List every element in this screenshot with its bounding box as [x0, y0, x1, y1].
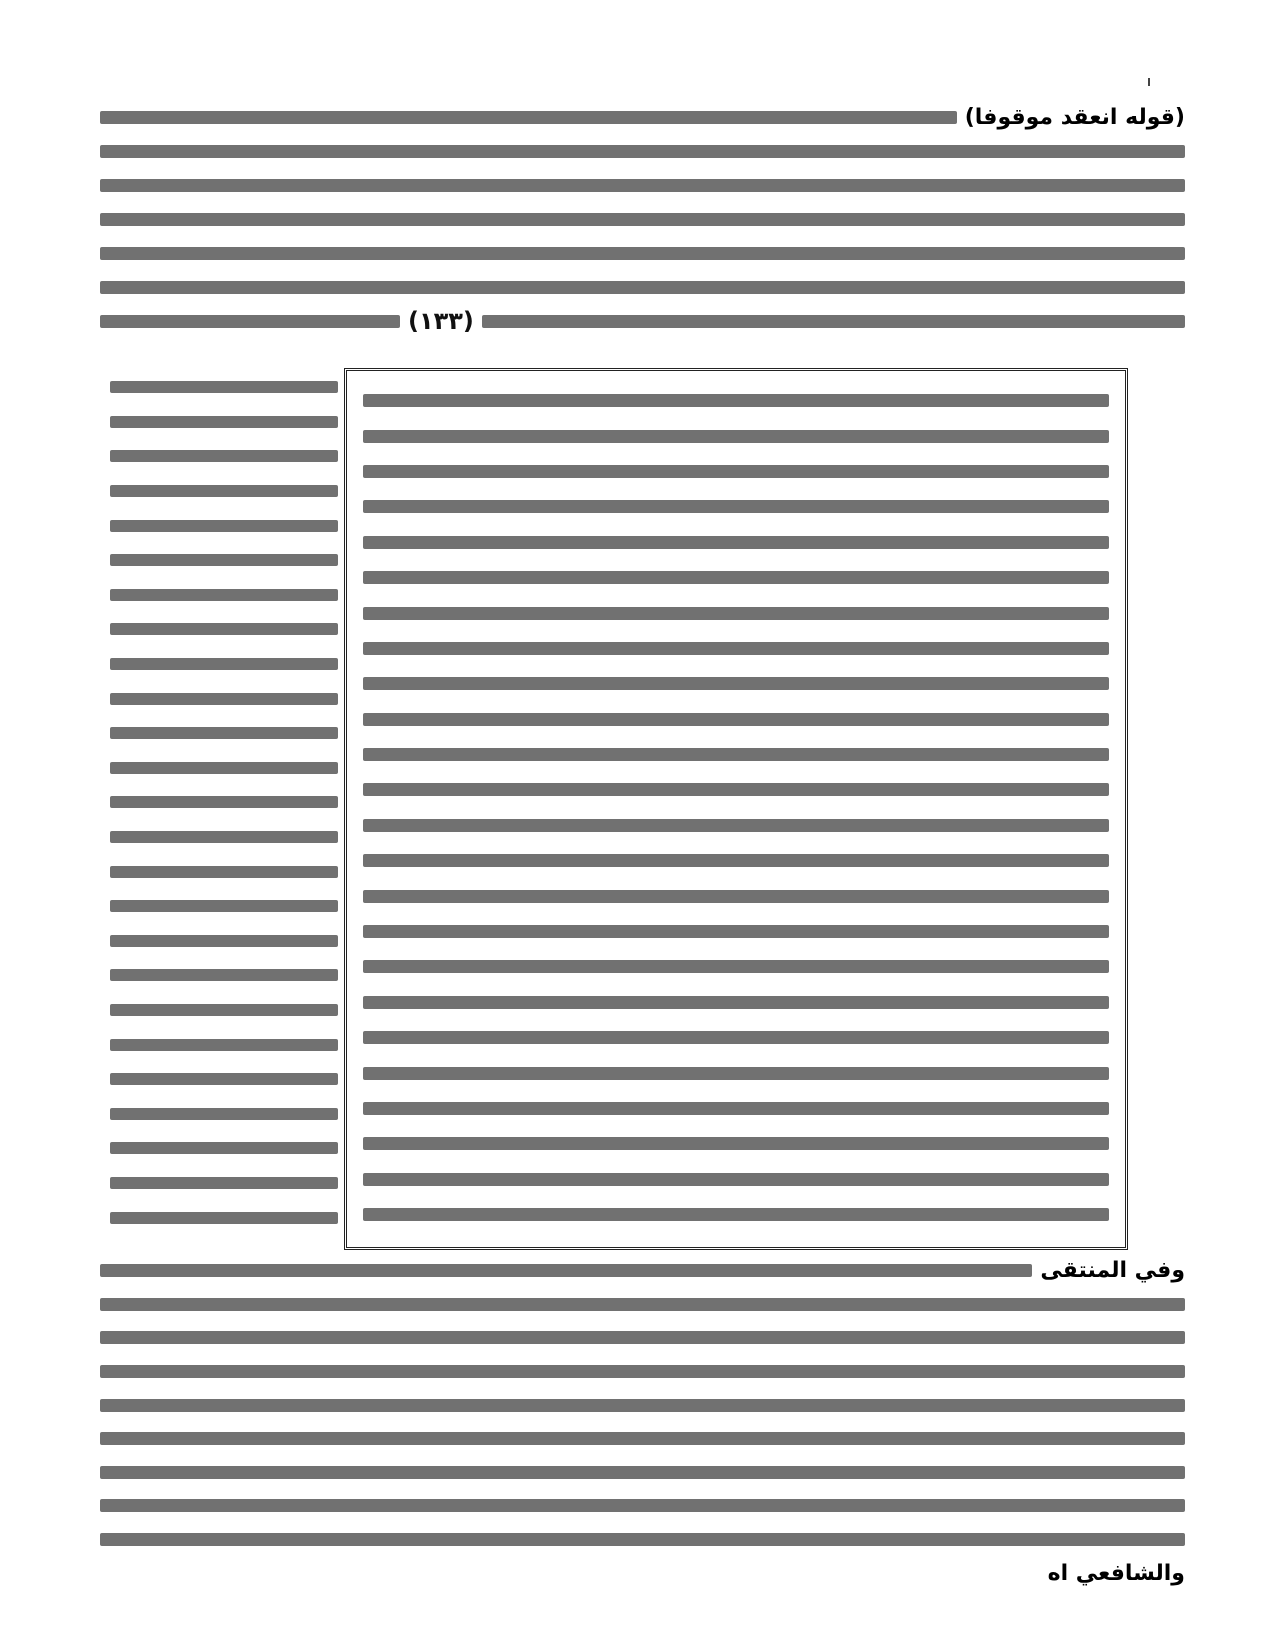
- text-line-bar: [363, 960, 1109, 973]
- boxed-line: [363, 1055, 1109, 1090]
- side-line: [110, 612, 338, 647]
- boxed-line: [363, 702, 1109, 737]
- text-line-bar: [363, 642, 1109, 655]
- text-line-bar: [110, 762, 338, 774]
- top-lead-phrase: (قوله انعقد موقوفا): [964, 104, 1185, 130]
- side-line: [110, 405, 338, 440]
- side-line: [110, 578, 338, 613]
- text-line-bar: [363, 536, 1109, 549]
- text-line-bar: [363, 925, 1109, 938]
- boxed-line: [363, 878, 1109, 913]
- text-line-bar: [363, 1102, 1109, 1115]
- text-line-bar: [110, 589, 338, 601]
- text-line-bar: [363, 571, 1109, 584]
- side-line: [110, 993, 338, 1028]
- text-line-bar: [363, 890, 1109, 903]
- boxed-line: [363, 1020, 1109, 1055]
- text-line-bar: [100, 145, 1185, 158]
- side-line: [110, 716, 338, 751]
- text-line-bar: [110, 1142, 338, 1154]
- bottom-line: [100, 1456, 1185, 1490]
- text-line-bar: [110, 1177, 338, 1189]
- bottom-line: [100, 1422, 1185, 1456]
- text-line-bar: [110, 831, 338, 843]
- top-line: [100, 236, 1185, 270]
- boxed-line: [363, 914, 1109, 949]
- bottom-commentary-block: [100, 1254, 1185, 1590]
- bottom-lead-phrase: وفي المنتقى: [1040, 1258, 1185, 1284]
- text-line-bar: [100, 1466, 1185, 1479]
- text-line-bar: [363, 1137, 1109, 1150]
- top-line: [100, 270, 1185, 304]
- text-line-bar: [100, 1432, 1185, 1445]
- text-line-bar: [363, 430, 1109, 443]
- boxed-line: [363, 772, 1109, 807]
- bottom-line: [100, 1355, 1185, 1389]
- text-line-bar: [363, 465, 1109, 478]
- text-line-bar: [110, 1073, 338, 1085]
- boxed-line: [363, 525, 1109, 560]
- text-line-bar: [363, 713, 1109, 726]
- bottom-line: [100, 1489, 1185, 1523]
- side-line: [110, 751, 338, 786]
- text-line-bar: [110, 554, 338, 566]
- text-line-bar: [100, 1264, 1032, 1277]
- bottom-line: [100, 1388, 1185, 1422]
- text-line-bar: [110, 1212, 338, 1224]
- boxed-line: [363, 1197, 1109, 1232]
- text-line-bar: [110, 1004, 338, 1016]
- text-line-bar: [110, 900, 338, 912]
- side-line: [110, 543, 338, 578]
- boxed-line: [363, 454, 1109, 489]
- side-line: [110, 889, 338, 924]
- side-line: [110, 647, 338, 682]
- text-line-bar: [363, 1173, 1109, 1186]
- text-line-bar: [363, 1067, 1109, 1080]
- side-line: [110, 1096, 338, 1131]
- text-line-bar: [363, 500, 1109, 513]
- boxed-line: [363, 560, 1109, 595]
- top-line: [100, 168, 1185, 202]
- side-commentary-column: [110, 370, 338, 1235]
- text-line-bar: [110, 727, 338, 739]
- side-line: [110, 681, 338, 716]
- text-line-bar: [110, 381, 338, 393]
- text-line-bar: [100, 1533, 1185, 1546]
- text-line-bar: [100, 1365, 1185, 1378]
- text-line-bar: [363, 748, 1109, 761]
- boxed-line: [363, 949, 1109, 984]
- text-line-bar: [100, 1499, 1185, 1512]
- boxed-line: [363, 595, 1109, 630]
- text-line-bar: [363, 394, 1109, 407]
- side-line: [110, 1131, 338, 1166]
- text-line-bar: [110, 450, 338, 462]
- text-line-bar: [363, 996, 1109, 1009]
- boxed-line: [363, 1091, 1109, 1126]
- side-line: [110, 1200, 338, 1235]
- side-line: [110, 854, 338, 889]
- text-line-bar: [363, 677, 1109, 690]
- top-line: [100, 100, 1185, 134]
- bottom-tail-phrase: والشافعي اه: [1047, 1560, 1185, 1586]
- boxed-line: [363, 383, 1109, 418]
- side-line: [110, 439, 338, 474]
- text-line-bar: [110, 658, 338, 670]
- text-line-bar: [363, 819, 1109, 832]
- boxed-line: [363, 737, 1109, 772]
- boxed-line: [363, 666, 1109, 701]
- text-line-bar: [363, 1208, 1109, 1221]
- text-line-bar: [100, 1331, 1185, 1344]
- side-line: [110, 370, 338, 405]
- boxed-line: [363, 418, 1109, 453]
- boxed-line: [363, 631, 1109, 666]
- boxed-line: [363, 985, 1109, 1020]
- text-line-bar: [100, 281, 1185, 294]
- boxed-line: [363, 808, 1109, 843]
- text-line-bar: [110, 623, 338, 635]
- text-line-bar: [110, 1108, 338, 1120]
- boxed-line: [363, 843, 1109, 878]
- boxed-line: [363, 1162, 1109, 1197]
- side-line: [110, 474, 338, 509]
- text-line-bar: [100, 247, 1185, 260]
- side-line: [110, 1027, 338, 1062]
- bottom-line: [100, 1523, 1185, 1557]
- text-line-bar: [110, 520, 338, 532]
- side-line: [110, 1166, 338, 1201]
- text-line-bar: [363, 607, 1109, 620]
- side-line: [110, 820, 338, 855]
- top-commentary-block: [100, 100, 1185, 338]
- top-line: [100, 304, 1185, 338]
- side-line: [110, 958, 338, 993]
- text-line-bar: [110, 416, 338, 428]
- stray-ink-mark: [1148, 78, 1150, 86]
- side-line: [110, 1062, 338, 1097]
- boxed-line: [363, 1126, 1109, 1161]
- bottom-line: [100, 1288, 1185, 1322]
- bottom-line: [100, 1254, 1185, 1288]
- text-line-bar: [363, 1031, 1109, 1044]
- text-line-bar: [100, 1298, 1185, 1311]
- text-line-bar: [100, 315, 400, 328]
- boxed-main-text: [344, 368, 1128, 1250]
- page-number-marker: (١٣٣): [408, 307, 474, 335]
- side-line: [110, 785, 338, 820]
- top-line: [100, 134, 1185, 168]
- text-line-bar: [363, 854, 1109, 867]
- boxed-line: [363, 489, 1109, 524]
- side-line: [110, 508, 338, 543]
- bottom-line: [100, 1556, 1185, 1590]
- top-line: [100, 202, 1185, 236]
- text-line-bar: [110, 1039, 338, 1051]
- text-line-bar: [110, 693, 338, 705]
- text-line-bar: [100, 1399, 1185, 1412]
- text-line-bar: [100, 213, 1185, 226]
- text-line-bar: [110, 866, 338, 878]
- text-line-bar: [110, 935, 338, 947]
- side-line: [110, 924, 338, 959]
- text-line-bar: [110, 969, 338, 981]
- text-line-bar: [110, 485, 338, 497]
- text-line-bar: [110, 796, 338, 808]
- text-line-bar: [363, 783, 1109, 796]
- bottom-line: [100, 1321, 1185, 1355]
- text-line-bar: [482, 315, 1185, 328]
- text-line-bar: [100, 179, 1185, 192]
- text-line-bar: [100, 111, 957, 124]
